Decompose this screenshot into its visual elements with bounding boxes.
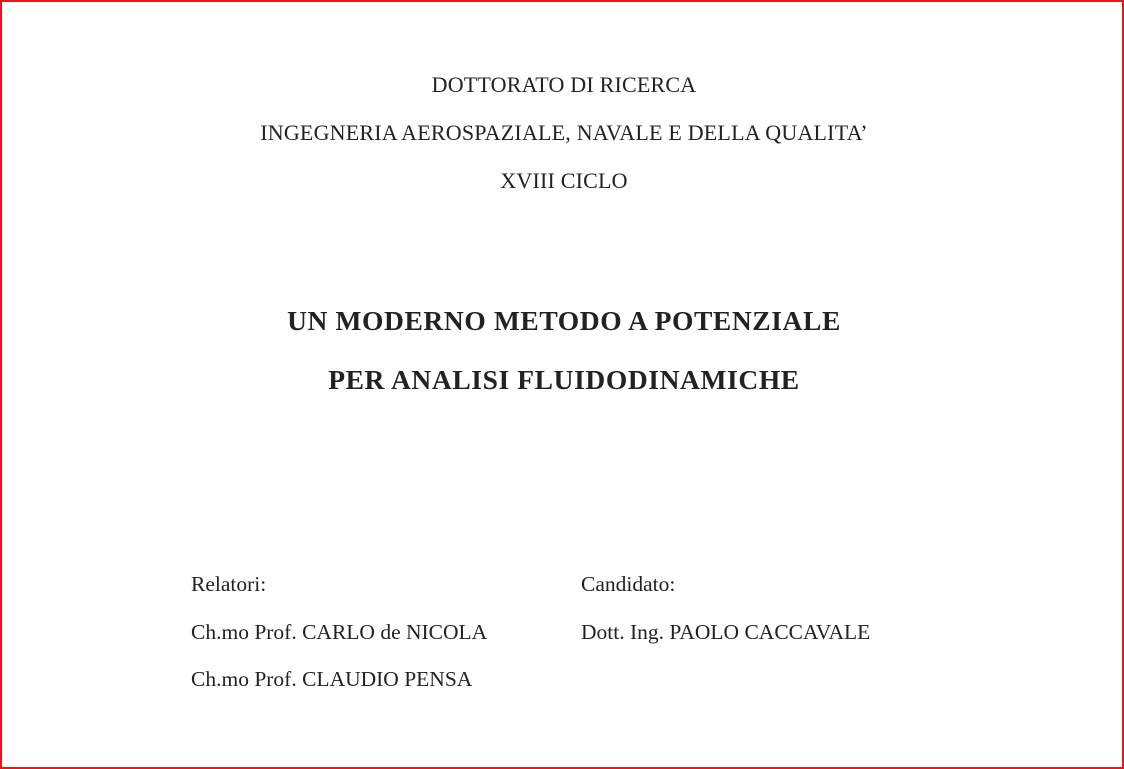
department-heading: INGEGNERIA AEROSPAZIALE, NAVALE E DELLA QUALITA’ <box>260 120 868 145</box>
advisor-name: Ch.mo Prof. CLAUDIO PENSA <box>191 667 473 691</box>
candidate-name: Dott. Ing. PAOLO CACCAVALE <box>581 620 871 644</box>
thesis-title-line-2: PER ANALISI FLUIDODINAMICHE <box>328 364 800 395</box>
advisors-label: Relatori: <box>191 572 267 596</box>
candidate-label: Candidato: <box>581 572 676 596</box>
advisor-name: Ch.mo Prof. CARLO de NICOLA <box>191 620 488 644</box>
thesis-title-line-1: UN MODERNO METODO A POTENZIALE <box>287 305 841 336</box>
program-heading: DOTTORATO DI RICERCA <box>431 72 697 97</box>
cycle-heading: XVIII CICLO <box>500 168 628 193</box>
